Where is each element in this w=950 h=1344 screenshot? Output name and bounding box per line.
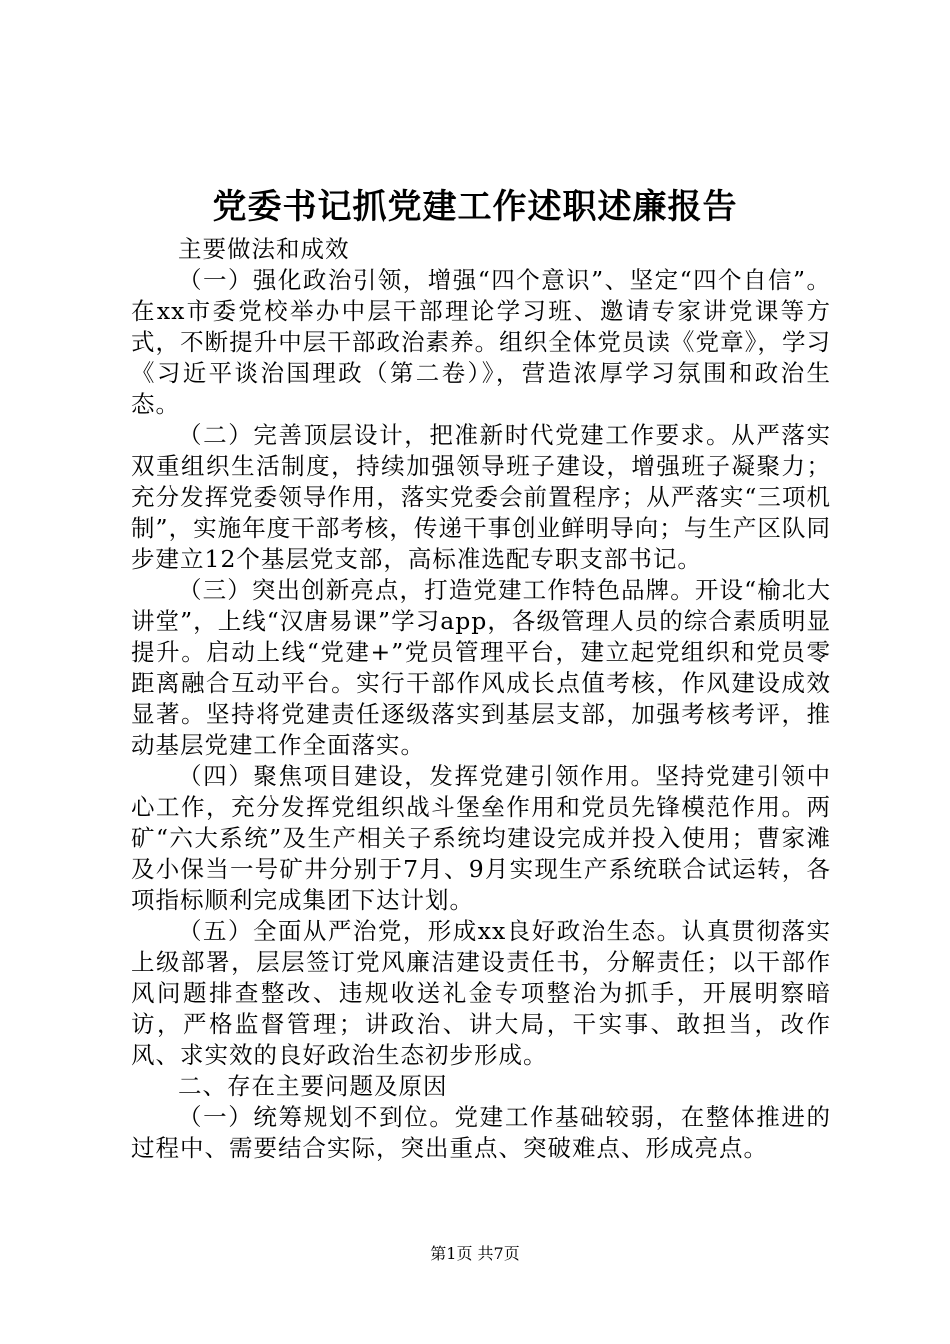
paragraph-4: （四）聚焦项目建设，发挥党建引领作用。坚持党建引领中心工作，充分发挥党组织战斗堡垒作用和党员先锋模范作用。两矿“六大系统”及生产相关子系统均建设完成并投入使用；曹家滩及小保当一号矿井分别于7月、9月实现生产系统联合试运转，各项指标顺利完成集团下达计划。 (131, 762, 831, 914)
paragraph-6: （一）统筹规划不到位。党建工作基础较弱，在整体推进的过程中、需要结合实际，突出重点、突破难点、形成亮点。 (131, 1103, 831, 1162)
document-body (131, 234, 831, 1164)
section-heading-main-practices: 主要做法和成效 (178, 235, 350, 263)
paragraph-1: （一）强化政治引领，增强“四个意识”、坚定“四个自信”。在xx市委党校举办中层干部理论学习班、邀请专家讲党课等方式，不断提升中层干部政治素养。组织全体党员读《党章》，学习《习近平谈治国理政（第二卷）》，营造浓厚学习氛围和政治生态。 (131, 266, 831, 418)
paragraph-5: （五）全面从严治党，形成xx良好政治生态。认真贯彻落实上级部署，层层签订党风廉洁建设责任书，分解责任；以干部作风问题排查整改、违规收送礼金专项整治为抓手，开展明察暗访，严格监督管理；讲政治、讲大局，干实事、敢担当，改作风、求实效的良好政治生态初步形成。 (131, 917, 831, 1069)
section-heading-problems: 二、存在主要问题及原因 (178, 1072, 448, 1100)
paragraph-3: （三）突出创新亮点，打造党建工作特色品牌。开设“榆北大讲堂”，上线“汉唐易课”学习app，各级管理人员的综合素质明显提升。启动上线“党建+”党员管理平台，建立起党组织和党员零距离融合互动平台。实行干部作风成长点值考核，作风建设成效显著。坚持将党建责任逐级落实到基层支部，加强考核考评，推动基层党建工作全面落实。 (131, 576, 831, 759)
document-title: 党委书记抓党建工作述职述廉报告 (212, 187, 738, 227)
paragraph-2: （二）完善顶层设计，把准新时代党建工作要求。从严落实双重组织生活制度，持续加强领导班子建设，增强班子凝聚力；充分发挥党委领导作用，落实党委会前置程序；从严落实“三项机制”，实施年度干部考核，传递干事创业鲜明导向；与生产区队同步建立12个基层党支部，高标准选配专职支部书记。 (131, 421, 831, 573)
page-number-footer: 第1页 共7页 (430, 1244, 520, 1263)
